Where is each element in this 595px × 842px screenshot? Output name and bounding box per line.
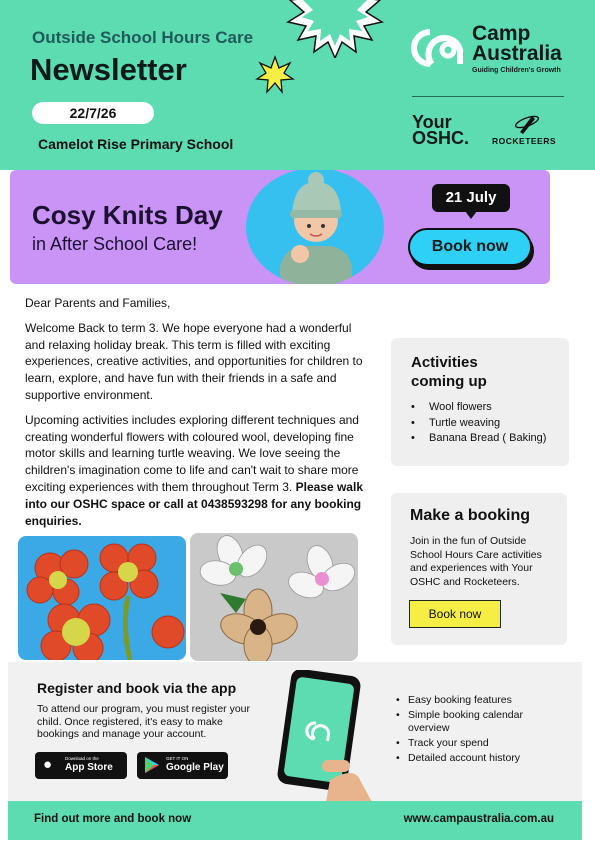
greeting: Dear Parents and Families, xyxy=(25,296,171,310)
child-knit-hat-photo xyxy=(246,170,384,284)
list-item: • Track your spend xyxy=(396,737,556,750)
phone-app-illustration xyxy=(270,670,380,802)
welcome-paragraph: Welcome Back to term 3. We hope everyone had a wonderful and relaxing holiday break. This term is filled with exciting experiences, creative activities, and opportunities for children to learn, explore, and have fun with their friends in a safe and supportive environment. xyxy=(25,320,363,402)
booking-title: Make a booking xyxy=(410,507,531,524)
rocketeers-logo: ROCKETEERS xyxy=(492,112,566,148)
your-oshc-logo: Your OSHC. xyxy=(412,112,470,148)
app-description: To attend our program, you must register your child. Once registered, it's easy to make bookings and manage your account. xyxy=(37,703,251,740)
newsletter-title: Newsletter xyxy=(30,52,187,87)
banner-book-now-button[interactable]: Book now xyxy=(408,228,532,266)
camp-australia-logo xyxy=(410,24,570,80)
google-play-icon xyxy=(145,757,159,773)
banner-subtitle: in After School Care! xyxy=(32,234,198,254)
list-item: • Simple booking calendar overview xyxy=(396,709,556,735)
activities-paragraph: Upcoming activities includes exploring different techniques and creating wonderful flowers with coloured wool, developing fine motor skills and learning turtle weaving. We love seeing the children's imagination come to life and can't wait to share more exciting experiences with them throughout Term 3. Please walk into our OSHC space or call at 0438593298 for any booking enquiries. xyxy=(25,412,363,528)
app-title: Register and book via the app xyxy=(37,680,237,696)
header-band xyxy=(0,0,595,170)
list-item: • Detailed account history xyxy=(396,752,556,765)
app-promo-section xyxy=(8,662,582,802)
activities-list xyxy=(411,400,546,447)
camp-australia-mark-icon xyxy=(410,28,468,68)
sparkle-star-icon xyxy=(255,55,295,95)
list-item: • Wool flowers xyxy=(411,400,546,416)
google-play-button[interactable]: GET IT ON Google Play xyxy=(137,752,228,779)
starburst-decoration xyxy=(282,0,388,58)
app-store-button[interactable]: ● Download on the App Store xyxy=(35,752,127,779)
newsletter-subtitle: Outside School Hours Care xyxy=(32,28,254,47)
header-divider xyxy=(412,96,564,97)
apple-icon: ● xyxy=(43,756,53,773)
banner-title: Cosy Knits Day xyxy=(32,200,223,230)
activities-panel xyxy=(391,338,569,466)
app-features-list xyxy=(396,694,556,767)
school-name: Camelot Rise Primary School xyxy=(38,136,234,152)
book-now-button[interactable]: Book now xyxy=(409,600,501,628)
booking-text: Join in the fun of Outside School Hours Care activities and experiences with Your OSHC and Rocketeers. xyxy=(410,535,542,588)
footer-band xyxy=(8,801,582,840)
letter-body xyxy=(25,295,367,537)
event-banner xyxy=(10,170,550,284)
footer-cta: Find out more and book now xyxy=(34,813,192,825)
wool-flowers-photo xyxy=(18,536,186,660)
brand-tagline: Guiding Children's Growth xyxy=(472,67,561,74)
list-item: • Easy booking features xyxy=(396,694,556,707)
booking-panel xyxy=(391,493,567,645)
paper-flowers-photo xyxy=(190,533,358,661)
list-item: • Turtle weaving xyxy=(411,416,546,432)
list-item: • Banana Bread ( Baking) xyxy=(411,431,546,447)
rocket-icon xyxy=(512,112,542,136)
brand-name: Camp Australia xyxy=(472,22,562,65)
contact-callout: Please walk into our OSHC space or call at 0438593298 for any booking enquiries. xyxy=(25,479,363,528)
activities-title: Activities coming up xyxy=(411,354,487,390)
website-link[interactable]: www.campaustralia.com.au xyxy=(403,813,554,825)
issue-date: 22/7/26 xyxy=(32,102,154,124)
event-date-badge: 21 July xyxy=(432,184,510,212)
